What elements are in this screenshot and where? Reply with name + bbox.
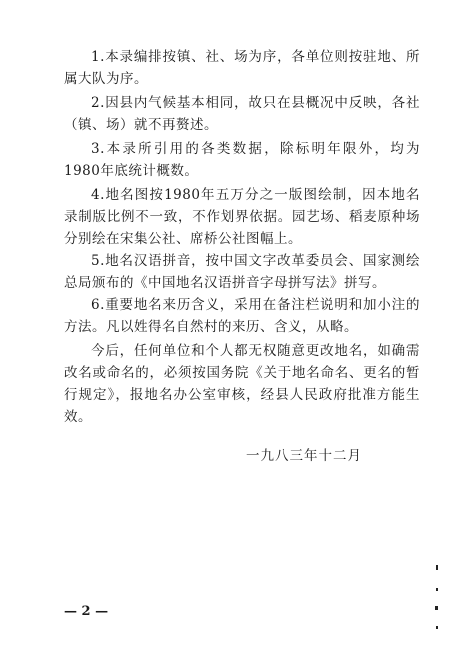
scan-speck bbox=[436, 565, 438, 570]
scan-speck bbox=[436, 626, 438, 629]
note-item-4: 4.地名图按1980年五万分之一版图绘制，因本地名录制版比例不一致，不作划界依据。园艺场、稻麦原种场分别绘在宋集公社、席桥公社图幅上。 bbox=[64, 187, 420, 247]
note-item-1: 1.本录编排按镇、社、场为序，各单位则按驻地、所属大队为序。 bbox=[64, 49, 420, 87]
closing-paragraph: 今后，任何单位和个人都无权随意更改地名，如确需改名或命名的，必须按国务院《关于地名命名、更名的暂行规定》，报地名办公室审核，经县人民政府批准方能生效。 bbox=[64, 343, 420, 425]
note-item-6: 6.重要地名来历含义，采用在备注栏说明和加小注的方法。凡以姓得名自然村的来历、含义，从略。 bbox=[64, 297, 420, 335]
note-item-2: 2.因县内气候基本相同，故只在县概况中反映，各社（镇、场）就不再赘述。 bbox=[64, 95, 420, 133]
page-number: — 2 — bbox=[64, 604, 109, 619]
scan-speck bbox=[436, 588, 438, 591]
note-item-3: 3.本录所引用的各类数据，除标明年限外，均为1980年底统计概数。 bbox=[64, 141, 420, 179]
document-date: 一九八三年十二月 bbox=[246, 448, 362, 464]
note-item-5: 5.地名汉语拼音，按中国文字改革委员会、国家测绘总局颁布的《中国地名汉语拼音字母拼写法》拼写。 bbox=[64, 253, 420, 291]
scan-speck bbox=[435, 606, 438, 610]
